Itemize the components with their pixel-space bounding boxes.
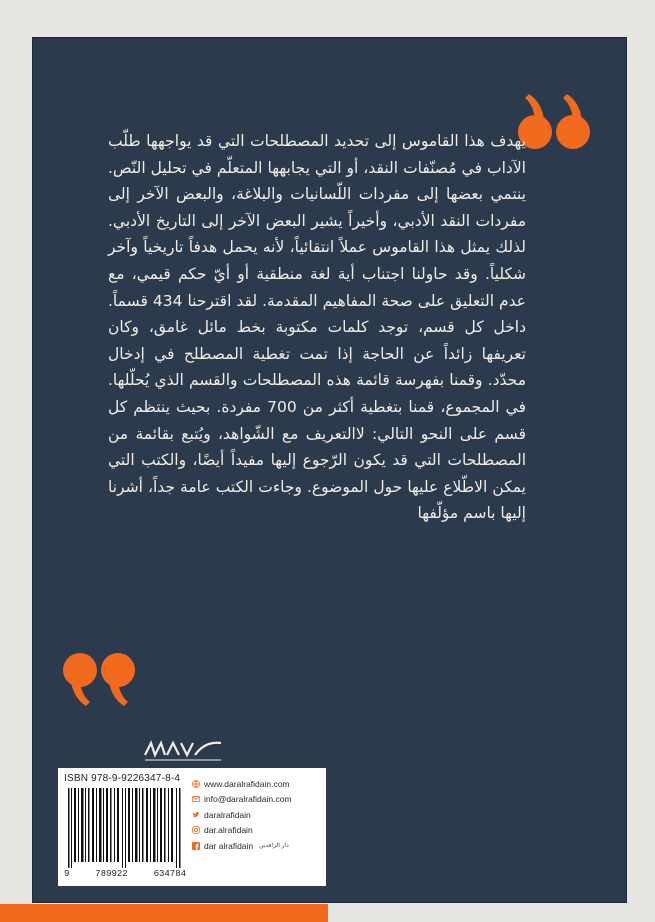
publisher-logo	[143, 735, 223, 765]
contact-twitter[interactable]	[192, 807, 324, 823]
instagram-text: dar.alrafidain	[204, 825, 253, 836]
isbn-label: ISBN 978-9-9226347-8-4	[64, 773, 181, 784]
orange-accent-strip	[0, 904, 328, 922]
instagram-icon	[192, 826, 200, 834]
barcode-digit-group-1: 789922	[95, 869, 128, 879]
twitter-text: daralrafidain	[204, 809, 251, 820]
quote-close-icon	[58, 648, 138, 708]
mail-icon	[192, 795, 200, 803]
email-text: info@daralrafidain.com	[204, 794, 292, 805]
twitter-icon	[192, 811, 200, 819]
facebook-icon	[192, 842, 200, 850]
isbn-barcode	[64, 788, 186, 868]
barcode-digit-group-2: 634784	[153, 869, 186, 879]
facebook-text: dar alrafidain	[204, 840, 254, 851]
barcode-digits	[64, 869, 186, 879]
facebook-arabic-text: دار الرافدين	[259, 843, 289, 850]
publisher-info-box	[58, 768, 326, 886]
website-text: www.daralrafidain.com	[204, 778, 290, 789]
barcode-digit-prefix: 9	[64, 869, 70, 879]
publisher-contacts	[192, 776, 324, 854]
globe-icon	[192, 780, 200, 788]
contact-website[interactable]	[192, 776, 324, 792]
contact-facebook[interactable]	[192, 838, 324, 854]
quote-open-icon	[515, 92, 595, 152]
contact-instagram[interactable]	[192, 823, 324, 839]
back-cover-description: يهدف هذا القاموس إلى تحديد المصطلحات التي قد يواجهها طلّب الآداب في مُصنّفات النقد، أو التي يجابهها المتعلّم في تحليل النّص. ينتمي بعضها إلى مفردات اللّسانيات والبلاغة، والبعض الآخر إلى مفردات النقد الأدبي، وأخيراً يشير البعض الآخر إلى التاريخ الأدبي. لذلك يمثل هذا القاموس عملاً انتقائياً، لأنه يحمل هدفاً تاريخياً وآخر شكلياً. وقد حاولنا اجتناب أية لغة منطقية أو أيّ حكم قيمي، مع عدم التعليق على صحة المفاهيم المقدمة. لقد اقترحنا 434 قسماً. داخل كل قسم، توجد كلمات مكتوبة بخط مائل غامق، وكان تعريفها زائداً عن الحاجة إذا تمت تغطية المصطلح في إدخال محدّد. وقمنا بفهرسة قائمة هذه المصطلحات والقسم الذي يُحلّلها. في المجموع، قمنا بتغطية أكثر من 700 مفردة. بحيث ينتظم كل قسم على النحو التالي: لاالتعريف مع الشّواهد، ويُتبع بقائمة من المصطلحات التي قد يكون الرّجوع إليها مفيداً أيضًا، والكتب التي يمكن الاطّلاع عليها حول الموضوع. وجاءت الكتب عامة جداً، أشرنا إليها باسم مؤلّفها	[108, 132, 526, 523]
contact-email[interactable]	[192, 792, 324, 808]
